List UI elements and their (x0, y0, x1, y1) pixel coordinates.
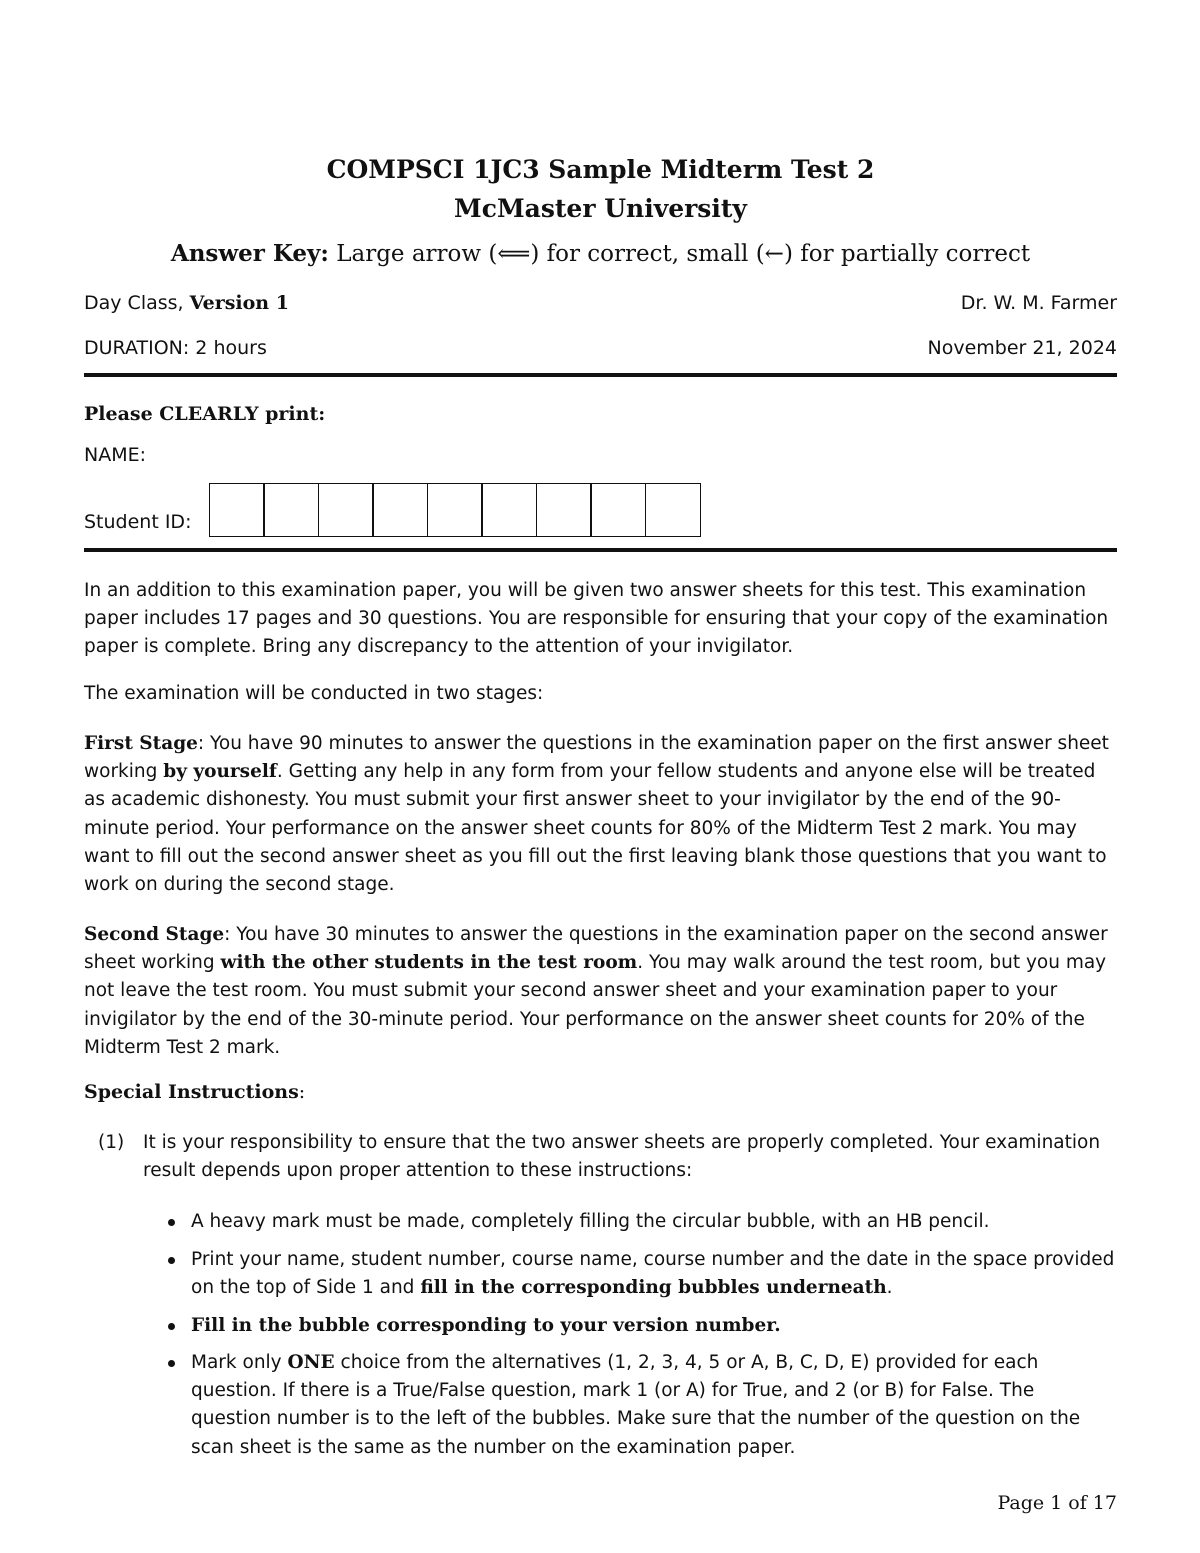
class-label: Day Class, (84, 292, 190, 314)
bullet-text (191, 1246, 1117, 1302)
exam-title: COMPSCI 1JC3 Sample Midterm Test 2 (326, 155, 875, 184)
student-id-box[interactable] (427, 483, 483, 537)
student-id-box[interactable] (209, 483, 265, 537)
second-stage-paragraph (84, 921, 1117, 1062)
special-heading-text: Special Instructions (84, 1081, 299, 1103)
instructor-name: Dr. W. M. Farmer (960, 292, 1117, 314)
second-stage-emphasis: with the other students in the test room (220, 952, 638, 974)
answer-key-line (84, 240, 1117, 267)
student-id-box[interactable] (263, 483, 319, 537)
name-label: NAME: (84, 444, 147, 466)
item-text: It is your responsibility to ensure that the two answer sheets are properly completed. Your examination result depends upon proper attention to these instructions: (143, 1132, 1101, 1182)
first-stage-paragraph (84, 730, 1117, 899)
first-stage-text-cont: . Getting any help in any form from your fellow students and anyone else will be treated as academic dishonesty. You must submit your first answer sheet to your invigilator by the end of the 90-minute period. Your performance on the answer sheet counts for 80% of the Midterm Test 2 mark. You may want to fill out the second answer sheet as you fill out the first leaving blank those questions that you want to work on during the second stage. (84, 761, 1107, 896)
student-id-box[interactable] (590, 483, 646, 537)
first-stage-label: First Stage (84, 733, 198, 754)
bullet-text (191, 1349, 1117, 1462)
institution-name: McMaster University (454, 194, 747, 223)
bullet-text-end: choice from the alternatives (1, 2, 3, 4, 5 or A, B, C, D, E) provided for each question. If there is a True/False question, mark 1 (or A) for True, and 2 (or B) for False. The question number is to the left of the bubbles. Make sure that the number of the question on the scan sheet is the same as the number on the examination paper. (191, 1352, 1081, 1458)
special-heading-colon: : (298, 1081, 306, 1103)
exam-date: November 21, 2024 (927, 337, 1117, 359)
bullet-text: Fill in the bubble corresponding to your version number. (191, 1315, 781, 1336)
bullet-text-end: . (886, 1277, 893, 1299)
bullet-text: A heavy mark must be made, completely filling the circular bubble, with an HB pencil. (191, 1211, 990, 1232)
student-id-box[interactable] (318, 483, 374, 537)
first-stage-emphasis: by yourself (163, 761, 277, 783)
bullet-emphasis: fill in the corresponding bubbles underneath (420, 1277, 887, 1299)
special-instructions-heading (84, 1081, 305, 1103)
bullet-icon (168, 1323, 175, 1330)
student-id-label: Student ID: (84, 511, 192, 533)
answer-key-label: Answer Key: (170, 240, 329, 267)
top-divider (84, 373, 1117, 377)
page-number: Page 1 of 17 (997, 1492, 1117, 1514)
bullet-icon (168, 1257, 175, 1264)
student-id-box[interactable] (372, 483, 428, 537)
answer-key-text: Large arrow (⟸) for correct, small (←) for partially correct (336, 241, 1031, 267)
student-id-box[interactable] (536, 483, 592, 537)
student-id-box[interactable] (645, 483, 701, 537)
item-number: (1) (98, 1132, 125, 1153)
class-info (84, 292, 289, 314)
print-instruction: Please CLEARLY print: (84, 403, 326, 425)
bullet-icon (168, 1219, 175, 1226)
bullet-text-part: Mark only (191, 1352, 288, 1373)
duration-text: DURATION: 2 hours (84, 337, 267, 359)
stages-intro: The examination will be conducted in two stages: (84, 683, 544, 704)
exam-page (84, 0, 1117, 1553)
student-id-boxes (210, 483, 701, 537)
student-id-box[interactable] (481, 483, 537, 537)
intro-paragraph: In an addition to this examination paper, you will be given two answer sheets for this test. This examination paper includes 17 pages and 30 questions. You are responsible for ensuring that your copy of the examination paper is complete. Bring any discrepancy to the attention of your invigilator. (84, 580, 1109, 658)
bullet-text-part: Print your name, student number, course name, course number and the date in the space provided on the top of Side 1 and (191, 1249, 1115, 1299)
second-stage-label: Second Stage (84, 924, 225, 945)
second-stage-text: : You have 30 minutes to answer the questions in the examination paper on the second answer sheet working (84, 924, 1108, 974)
bullet-icon (168, 1360, 175, 1367)
bottom-divider (84, 548, 1117, 552)
first-stage-text: : You have 90 minutes to answer the questions in the examination paper on the first answer sheet working (84, 733, 1109, 783)
bullet-emphasis: ONE (287, 1352, 335, 1373)
second-stage-text-cont: . You may walk around the test room, but you may not leave the test room. You must submit your second answer sheet and your examination paper to your invigilator by the end of the 30-minute period. Your performance on the answer sheet counts for 20% of the Midterm Test 2 mark. (84, 952, 1107, 1058)
version-label: Version 1 (189, 292, 289, 314)
